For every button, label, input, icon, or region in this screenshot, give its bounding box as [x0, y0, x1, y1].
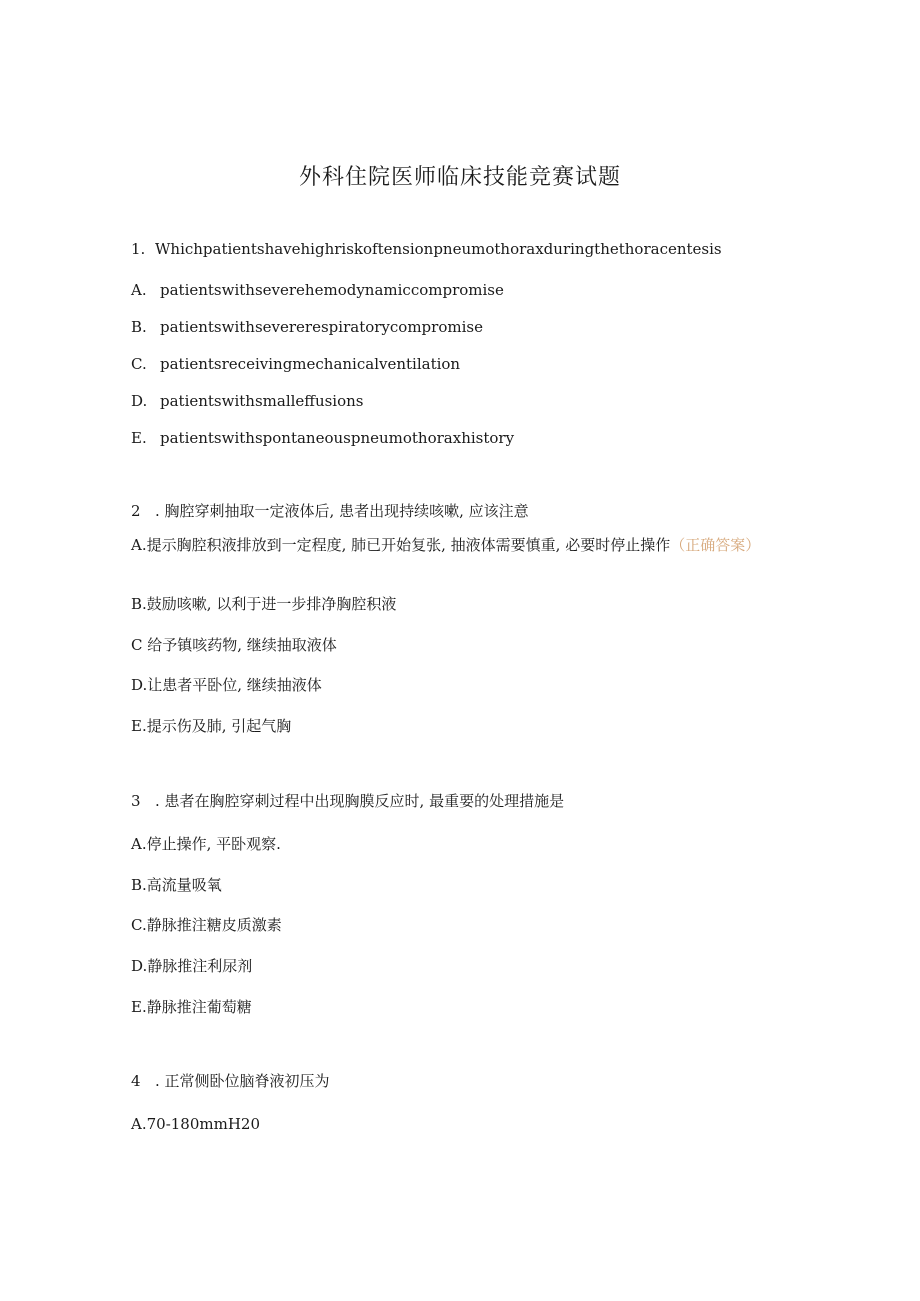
question-number: 1. [131, 240, 146, 258]
option-1a [131, 278, 504, 302]
option-label: B. [131, 318, 147, 336]
option-text: patientswithseverehemodynamiccompromise [160, 281, 504, 299]
option-1d [131, 389, 364, 413]
question-text: Whichpatientshavehighriskoftensionpneumothoraxduringthethoracentesis [155, 240, 722, 258]
option-3c [131, 913, 282, 937]
option-text: C 给予镇咳药物, 继续抽取液体 [131, 636, 337, 654]
option-text: patientsreceivingmechanicalventilation [160, 355, 461, 373]
option-text: A.70-180mmH20 [131, 1115, 261, 1133]
question-text: . 胸腔穿刺抽取一定液体后, 患者出现持续咳嗽, 应该注意 [155, 502, 529, 520]
option-text: B.鼓励咳嗽, 以利于进一步排净胸腔积液 [131, 595, 397, 613]
option-1c [131, 352, 460, 376]
option-label: A. [131, 281, 147, 299]
option-text: patientswithspontaneouspneumothoraxhistory [160, 429, 515, 447]
option-label: E. [131, 429, 147, 447]
option-2a [131, 533, 771, 557]
option-2c [131, 633, 337, 657]
option-text: patientswithsmalleffusions [160, 392, 364, 410]
option-3a [131, 832, 281, 856]
option-3b [131, 873, 222, 897]
option-1b [131, 315, 483, 339]
question-4 [131, 1069, 330, 1093]
option-text: A.提示胸腔积液排放到一定程度, 肺已开始复张, 抽液体需要慎重, 必要时停止操作 [131, 536, 671, 554]
correct-answer-note: （正确答案） [670, 536, 761, 554]
option-2d [131, 673, 322, 697]
option-label: C. [131, 355, 147, 373]
question-number: 2 [131, 502, 141, 520]
question-number: 4 [131, 1072, 141, 1090]
question-text: . 正常侧卧位脑脊液初压为 [155, 1072, 330, 1090]
option-text: A.停止操作, 平卧观察. [131, 835, 281, 853]
question-text: . 患者在胸腔穿刺过程中出现胸膜反应时, 最重要的处理措施是 [155, 792, 565, 810]
option-label: D. [131, 392, 148, 410]
option-text: E.提示伤及肺, 引起气胸 [131, 717, 292, 735]
question-3 [131, 789, 564, 813]
option-3d [131, 954, 252, 978]
option-text: E.静脉推注葡萄糖 [131, 998, 252, 1016]
option-1e [131, 426, 514, 450]
page-title: 外科住院医师临床技能竞赛试题 [298, 165, 621, 190]
option-text: C.静脉推注糖皮质激素 [131, 916, 282, 934]
option-4a [131, 1112, 260, 1136]
option-text: D.静脉推注利尿剂 [131, 957, 253, 975]
question-2 [131, 499, 529, 523]
option-2b [131, 592, 396, 616]
option-text: D.让患者平卧位, 继续抽液体 [131, 676, 322, 694]
question-number: 3 [131, 792, 141, 810]
option-text: B.高流量吸氧 [131, 876, 222, 894]
option-text: patientswithsevererespiratorycompromise [160, 318, 483, 336]
option-3e [131, 995, 252, 1019]
option-2e [131, 714, 291, 738]
question-1 [131, 237, 722, 261]
